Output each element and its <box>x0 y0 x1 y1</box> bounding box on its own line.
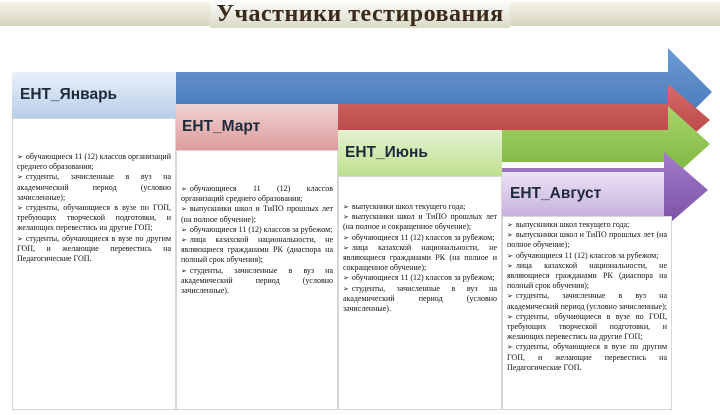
list-item: ➢ лица казахской национальности, не являющиеся гражданами РК (диаспора на полный срок обучения); <box>507 260 667 291</box>
arrow-bullet-icon: ➢ <box>181 266 187 275</box>
list-item: ➢ выпускники школ и ТиПО прошлых лет (на полное обучение); <box>507 230 667 250</box>
arrow-bullet-icon: ➢ <box>343 233 349 242</box>
list-item: ➢ студенты, зачисленные в вуз на академический период (условно зачисленные); <box>507 291 667 311</box>
arrow-bullet-icon: ➢ <box>507 231 513 240</box>
arrow-bullet-icon: ➢ <box>343 284 349 293</box>
page-title: Участники тестирования <box>210 0 509 28</box>
arrow-bullet-icon: ➢ <box>181 205 187 214</box>
arrow-bullet-icon: ➢ <box>507 221 513 229</box>
arrow-bullet-icon: ➢ <box>17 204 23 213</box>
arrow-bullet-icon: ➢ <box>17 153 23 161</box>
list-item: ➢ студенты, зачисленные в вуз на академический период (условно зачисленные). <box>343 283 497 314</box>
list-item: ➢ обучающиеся 11 (12) классов организаций среднего образования; <box>181 184 333 204</box>
arrow-bullet-icon: ➢ <box>507 261 513 270</box>
list-item: ➢ обучающиеся 11 (12) классов за рубежом; <box>507 250 659 260</box>
arrow-bullet-icon: ➢ <box>507 343 513 352</box>
arrow-bullet-icon: ➢ <box>507 312 513 321</box>
list-item: ➢ студенты, обучающиеся в вузе по другим ГОП, и желающие перевестись на Педагогические ГОП. <box>507 342 667 372</box>
list-item: ➢ обучающиеся 11 (12) классов за рубежом; <box>343 232 495 242</box>
list-item: ➢ выпускники школ и ТиПО прошлых лет (на полное и сокращенное обучение); <box>343 212 497 232</box>
list-aug <box>507 220 667 373</box>
list-item: ➢ обучающиеся 11 (12) классов организаций среднего образования; <box>17 152 171 172</box>
label-mar: ЕНТ_Март <box>182 118 261 135</box>
arrow-bullet-icon: ➢ <box>17 234 23 243</box>
list-jun <box>343 202 497 314</box>
list-item: ➢ выпускники школ текущего года; <box>507 220 630 229</box>
arrow-bullet-icon: ➢ <box>343 203 349 211</box>
arrow-bullet-icon: ➢ <box>507 251 513 260</box>
list-item: ➢ лица казахской национальности, не являющиеся гражданами РК (диаспора на полный срок обучения); <box>181 235 333 265</box>
list-item: ➢ обучающиеся 11 (12) классов за рубежом; <box>343 273 495 283</box>
arrow-bullet-icon: ➢ <box>181 225 187 234</box>
arrow-bullet-icon: ➢ <box>507 292 513 301</box>
label-jan: ЕНТ_Январь <box>20 86 118 103</box>
arrow-bullet-icon: ➢ <box>343 213 349 222</box>
arrow-bullet-icon: ➢ <box>343 243 349 252</box>
list-item: ➢ обучающиеся 11 (12) классов за рубежом; <box>181 224 333 234</box>
label-jun: ЕНТ_Июнь <box>345 144 428 161</box>
list-item: ➢ студенты, зачисленные в вуз на академический период (условно зачисленные); <box>17 172 171 202</box>
arrow-bullet-icon: ➢ <box>181 185 187 193</box>
arrow-bullet-icon: ➢ <box>343 274 349 283</box>
label-aug: ЕНТ_Август <box>510 185 602 202</box>
list-item: ➢ студенты, обучающиеся в вузе по другим ГОП, и желающие перевестись на Педагогические ГОП. <box>17 233 171 264</box>
list-item: ➢ выпускники школ текущего года; <box>343 202 466 211</box>
arrow-bullet-icon: ➢ <box>181 236 187 245</box>
list-jan <box>17 152 171 264</box>
list-item: ➢ лица казахской национальности, не являющиеся гражданами РК (на полное и сокращенное обучение); <box>343 242 497 273</box>
list-item: ➢ студенты, обучающиеся в вузе по ГОП, требующих творческой подготовки, и желающих перевестись на другие ГОП; <box>507 311 667 342</box>
list-item: ➢ студенты, обучающиеся в вузе по ГОП, требующих творческой подготовки, и желающих перевестись на другие ГОП; <box>17 203 171 233</box>
list-mar <box>181 184 333 296</box>
arrow-bullet-icon: ➢ <box>17 173 23 182</box>
list-item: ➢ студенты, зачисленные в вуз на академический период (условно зачисленные). <box>181 265 333 296</box>
list-item: ➢ выпускники школ и ТиПО прошлых лет (на полное обучение); <box>181 204 333 224</box>
